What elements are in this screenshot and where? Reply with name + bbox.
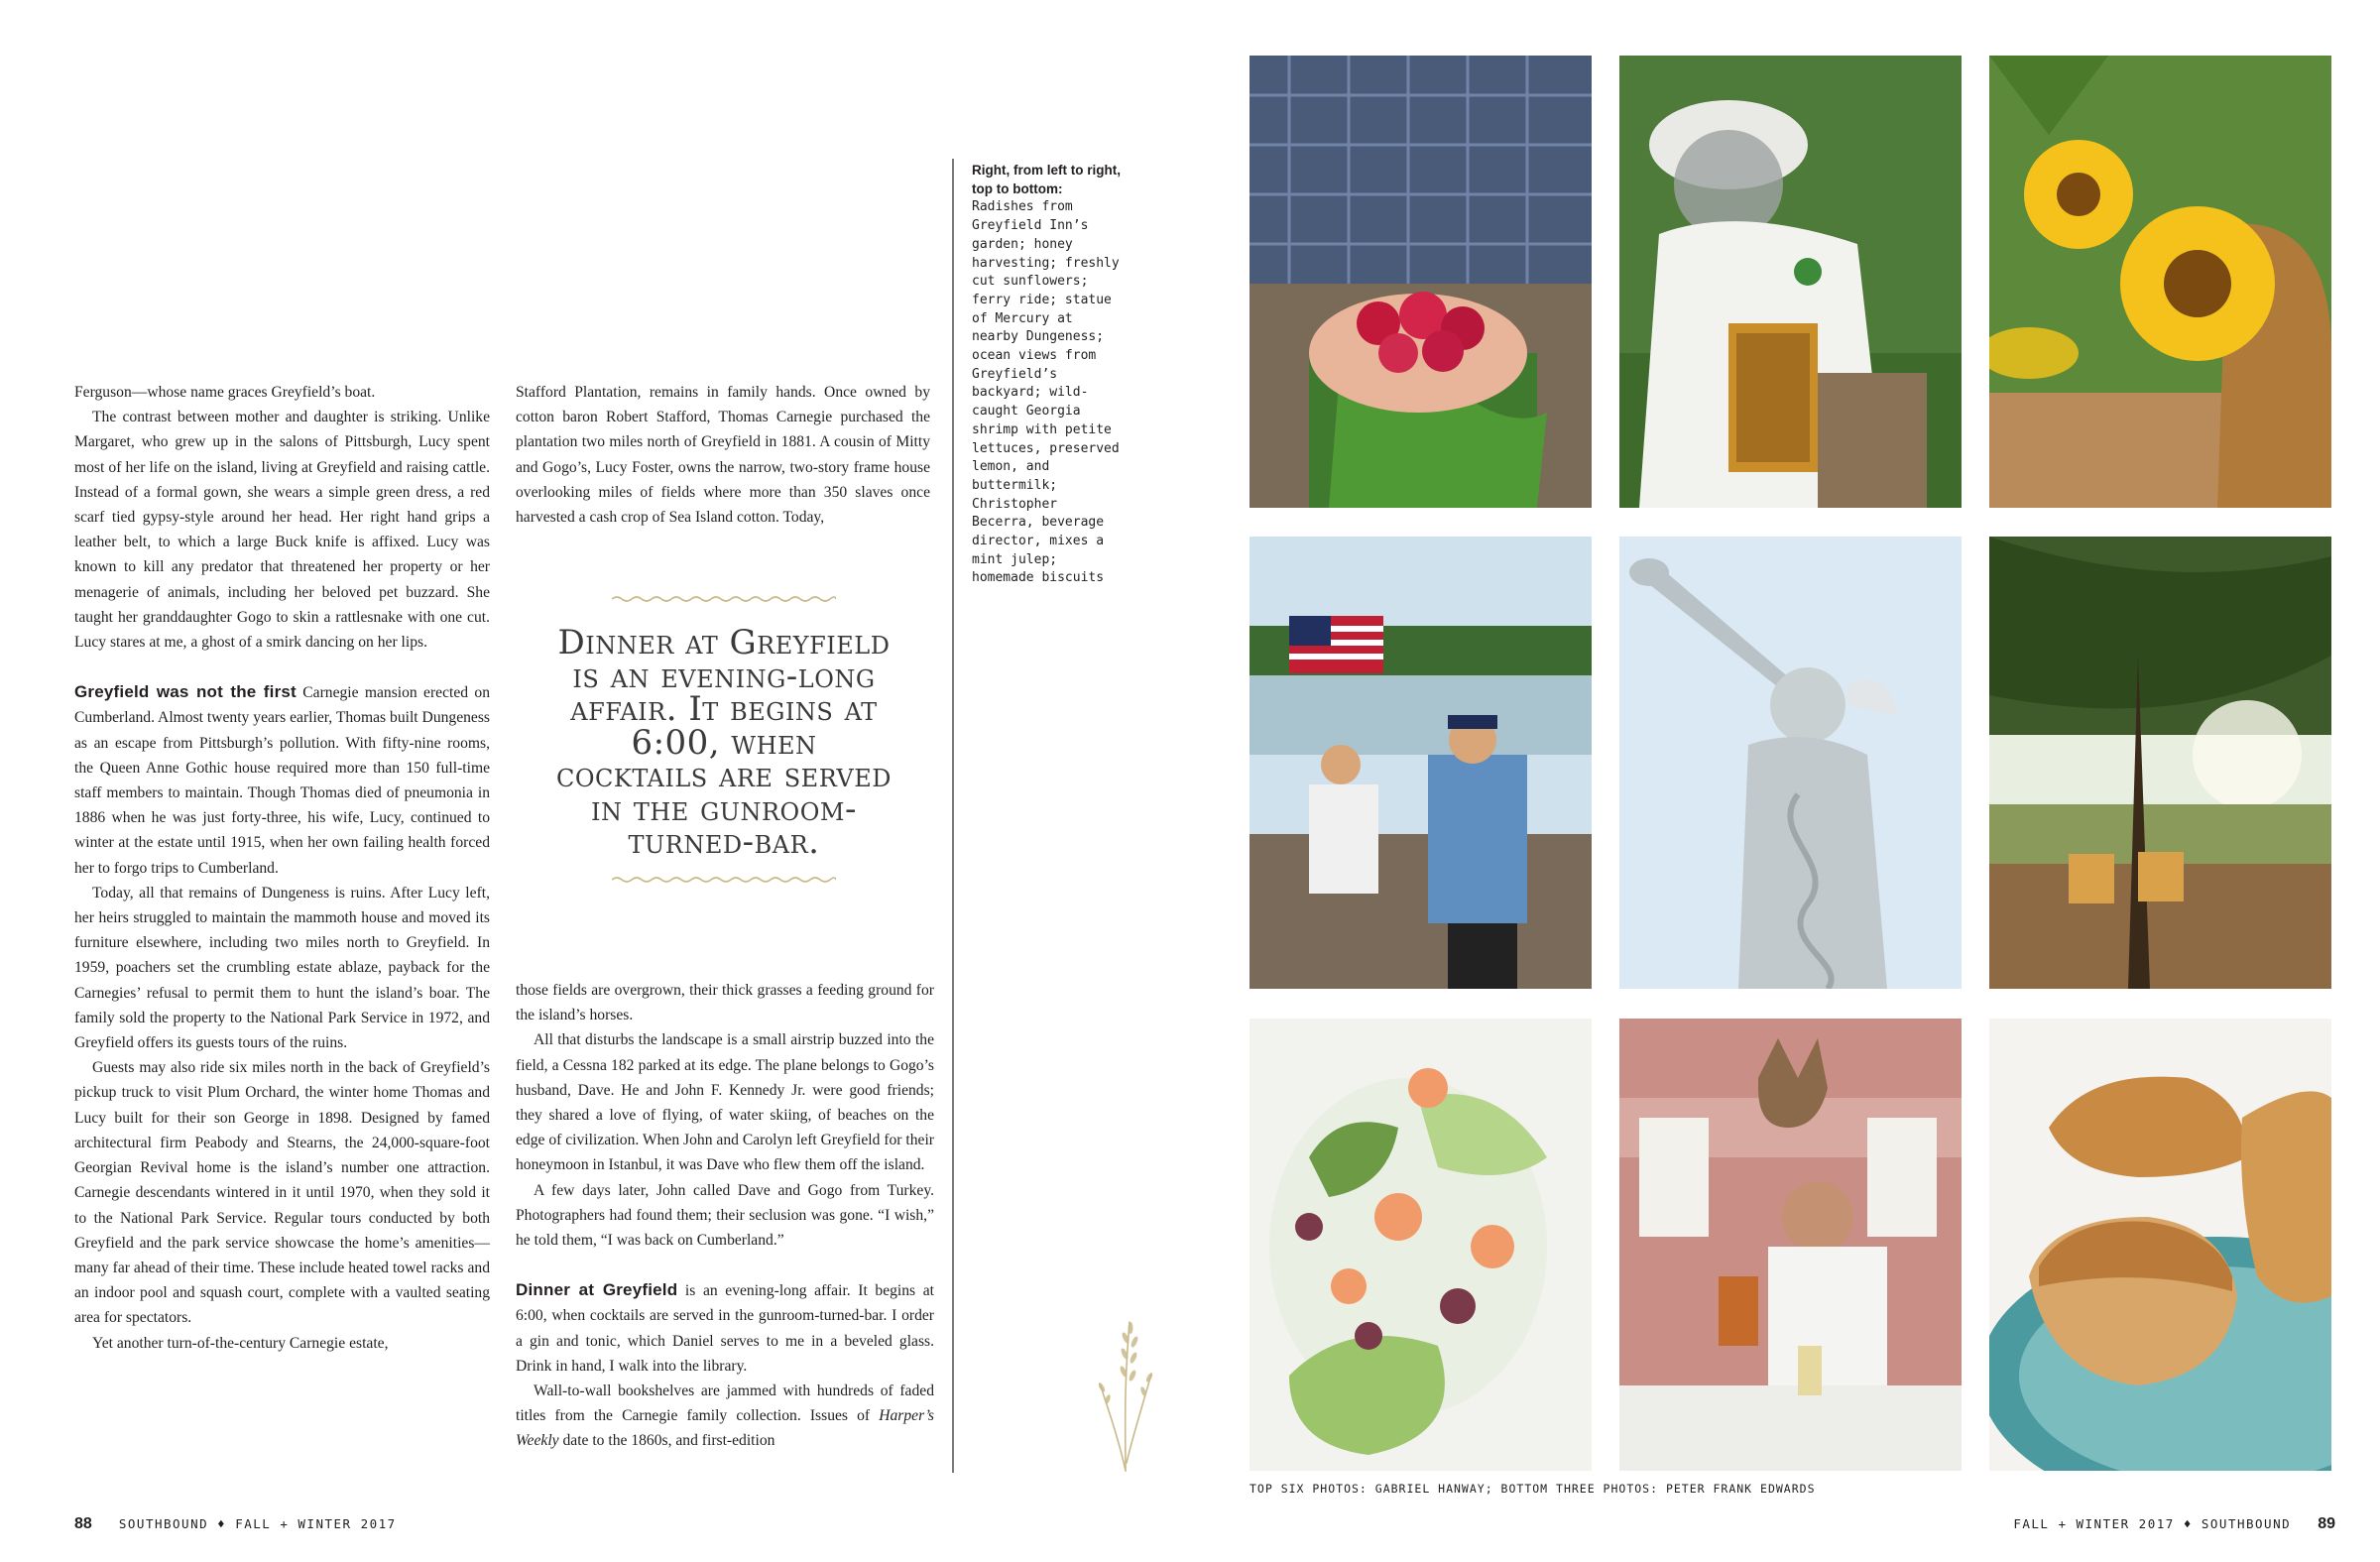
caption-heading: Right, from left to right, top to bottom: — [972, 163, 1121, 196]
text-run: Wall-to-wall bookshelves are jammed with hundreds of faded titles from the Carnegie family collection. Issues of — [516, 1382, 934, 1425]
section-lead-in: Greyfield was not the first — [74, 682, 297, 702]
article-column-2-bottom — [516, 978, 934, 1454]
body-paragraph: Stafford Plantation, remains in family hands. Once owned by cotton baron Robert Stafford, Thomas Carnegie purchased the plantation two miles north of Greyfield in 1881. A cousin of Mitty and Gogo’s, Lucy Foster, owns the narrow, two-story frame house overlooking miles of fields where more than 350 slaves once harvested a cash crop of Sea Island cotton. Today, — [516, 384, 930, 527]
wavy-rule-top — [612, 594, 836, 604]
body-paragraph: Guests may also ride six miles north in the back of Greyfield’s pickup truck to visit Plum Orchard, the winter home Thomas and Lucy built for their son George in 1898. Designed by famed architectural firm Peabody and Stearns, the 24,000-square-foot Georgian Revival home is the island’s number one attraction. Carnegie descendants wintered in it until 1970, when they sold it to the National Park Service. Regular tours conducted by both Greyfield and the park service showcase the home’s amenities—many far ahead of their time. These include heated towel racks and an indoor pool and squash court, complete with a vaulted seating area for spectators. — [74, 1059, 490, 1327]
text-run: date to the 1860s, and first-edition — [558, 1432, 775, 1450]
body-paragraph: Yet another turn-of-the-century Carnegie estate, — [92, 1334, 389, 1352]
caption-text: Radishes from Greyfield Inn’s garden; honey harvesting; freshly cut sunflowers; ferry ride; statue of Mercury at nearby Dungeness; ocean views from Greyfield’s backyard; wild-caught Georgia shrimp with petite lettuces, preserved lemon, and buttermilk; Christopher Becerra, beverage director, mixes a mint julep; homemade biscuits — [972, 199, 1120, 586]
radishes-photo — [1250, 56, 1592, 508]
section-text: is an evening-long affair. It begins at 6:00, when cocktails are served in the gunroom-turned-bar. I order a gin and tonic, which Daniel serves to me in a beveled glass. Drink in hand, I walk into the library. — [516, 1282, 934, 1375]
body-paragraph: those fields are overgrown, their thick grasses a feeding ground for the island’s horses. — [516, 982, 934, 1024]
grass-sprig-illustration — [1086, 1314, 1165, 1473]
photo-caption — [972, 162, 1121, 588]
article-column-1 — [74, 380, 490, 1356]
body-paragraph: A few days later, John called Dave and Gogo from Turkey. Photographers had found them; their seclusion was gone. “I wish,” he told them, “I was back on Cumberland.” — [516, 1181, 934, 1250]
folio-right-text: FALL + WINTER 2017 ♦ SOUTHBOUND — [2013, 1516, 2292, 1531]
shrimp-salad-photo — [1250, 1019, 1592, 1471]
section-lead-in: Dinner at Greyfield — [516, 1280, 678, 1300]
section-text: Carnegie mansion erected on Cumberland. Almost twenty years earlier, Thomas built Dungeness as an escape from Pittsburgh’s pollution. With fifty-nine rooms, the Queen Anne Gothic house required more than 150 full-time staff members to maintain. Though Thomas died of pneumonia in 1886 when he was just forty-three, his wife, Lucy, continued to winter at the estate until 1915, when her own failing health forced her to forgo trips to Cumberland. — [74, 684, 490, 877]
beekeeper-photo — [1619, 56, 1962, 508]
page-number-right: 89 — [2318, 1515, 2335, 1532]
body-paragraph: All that disturbs the landscape is a small airstrip buzzed into the field, a Cessna 182 parked at its edge. The plane belongs to Gogo’s husband, Dave. He and John F. Kennedy Jr. were good friends; they shared a love of flying, of water skiing, of beaches on the edge of civilization. When John and Carolyn left Greyfield for their honeymoon in Istanbul, it was Dave who flew them off the island. — [516, 1031, 934, 1174]
page-number-left: 88 — [74, 1515, 92, 1532]
pull-quote-text: Dinner at Greyfield is an evening-long affair. It begins at 6:00, when cocktails are served in the gunroom-turned-bar. — [555, 623, 892, 862]
ferry-ride-photo — [1250, 537, 1592, 989]
article-column-2-top — [516, 380, 930, 530]
body-paragraph: Today, all that remains of Dungeness is ruins. After Lucy left, her heirs struggled to maintain the mammoth house and moved its furniture elsewhere, including two miles north to Greyfield. In 1959, poachers set the crumbling estate ablaze, payback for the Carnegies’ refusal to permit them to hunt the island’s boar. The family sold the property to the National Park Service in 1972, and Greyfield offers its guests tours of the ruins. — [74, 884, 490, 1052]
backyard-view-photo — [1989, 537, 2331, 989]
bartender-photo — [1619, 1019, 1962, 1471]
folio-left — [74, 1515, 397, 1533]
biscuits-photo — [1989, 1019, 2331, 1471]
body-paragraph: The contrast between mother and daughter is striking. Unlike Margaret, who grew up in the salons of Pittsburgh, Lucy spent most of her life on the island, living at Greyfield and raising cattle. Instead of a formal gown, she wears a simple green dress, a red scarf tied gypsy-style around her head. Her right hand grips a leather belt, to which a large Buck knife is affixed. Lucy was known to kill any predator that threatened her property or her menagerie of animals, including her beloved pet buzzard. She taught her granddaughter Gogo to skin a rattlesnake with one cut. Lucy stares at me, a ghost of a smirk dancing on her lips. — [74, 409, 490, 652]
column-divider — [952, 159, 954, 1473]
body-paragraph: Ferguson—whose name graces Greyfield’s boat. — [74, 384, 376, 401]
photo-credit: TOP SIX PHOTOS: GABRIEL HANWAY; BOTTOM THREE PHOTOS: PETER FRANK EDWARDS — [1250, 1482, 1816, 1496]
folio-right — [2013, 1515, 2335, 1533]
pull-quote — [555, 591, 892, 890]
mercury-statue-photo — [1619, 537, 1962, 989]
body-paragraph — [516, 1379, 934, 1454]
section-paragraph — [516, 1277, 934, 1379]
section-paragraph — [74, 679, 490, 881]
wavy-rule-bottom — [612, 875, 836, 885]
sunflowers-photo — [1989, 56, 2331, 508]
magazine-title: Harper’s Weekly — [516, 1407, 934, 1450]
folio-left-text: SOUTHBOUND ♦ FALL + WINTER 2017 — [118, 1516, 397, 1531]
